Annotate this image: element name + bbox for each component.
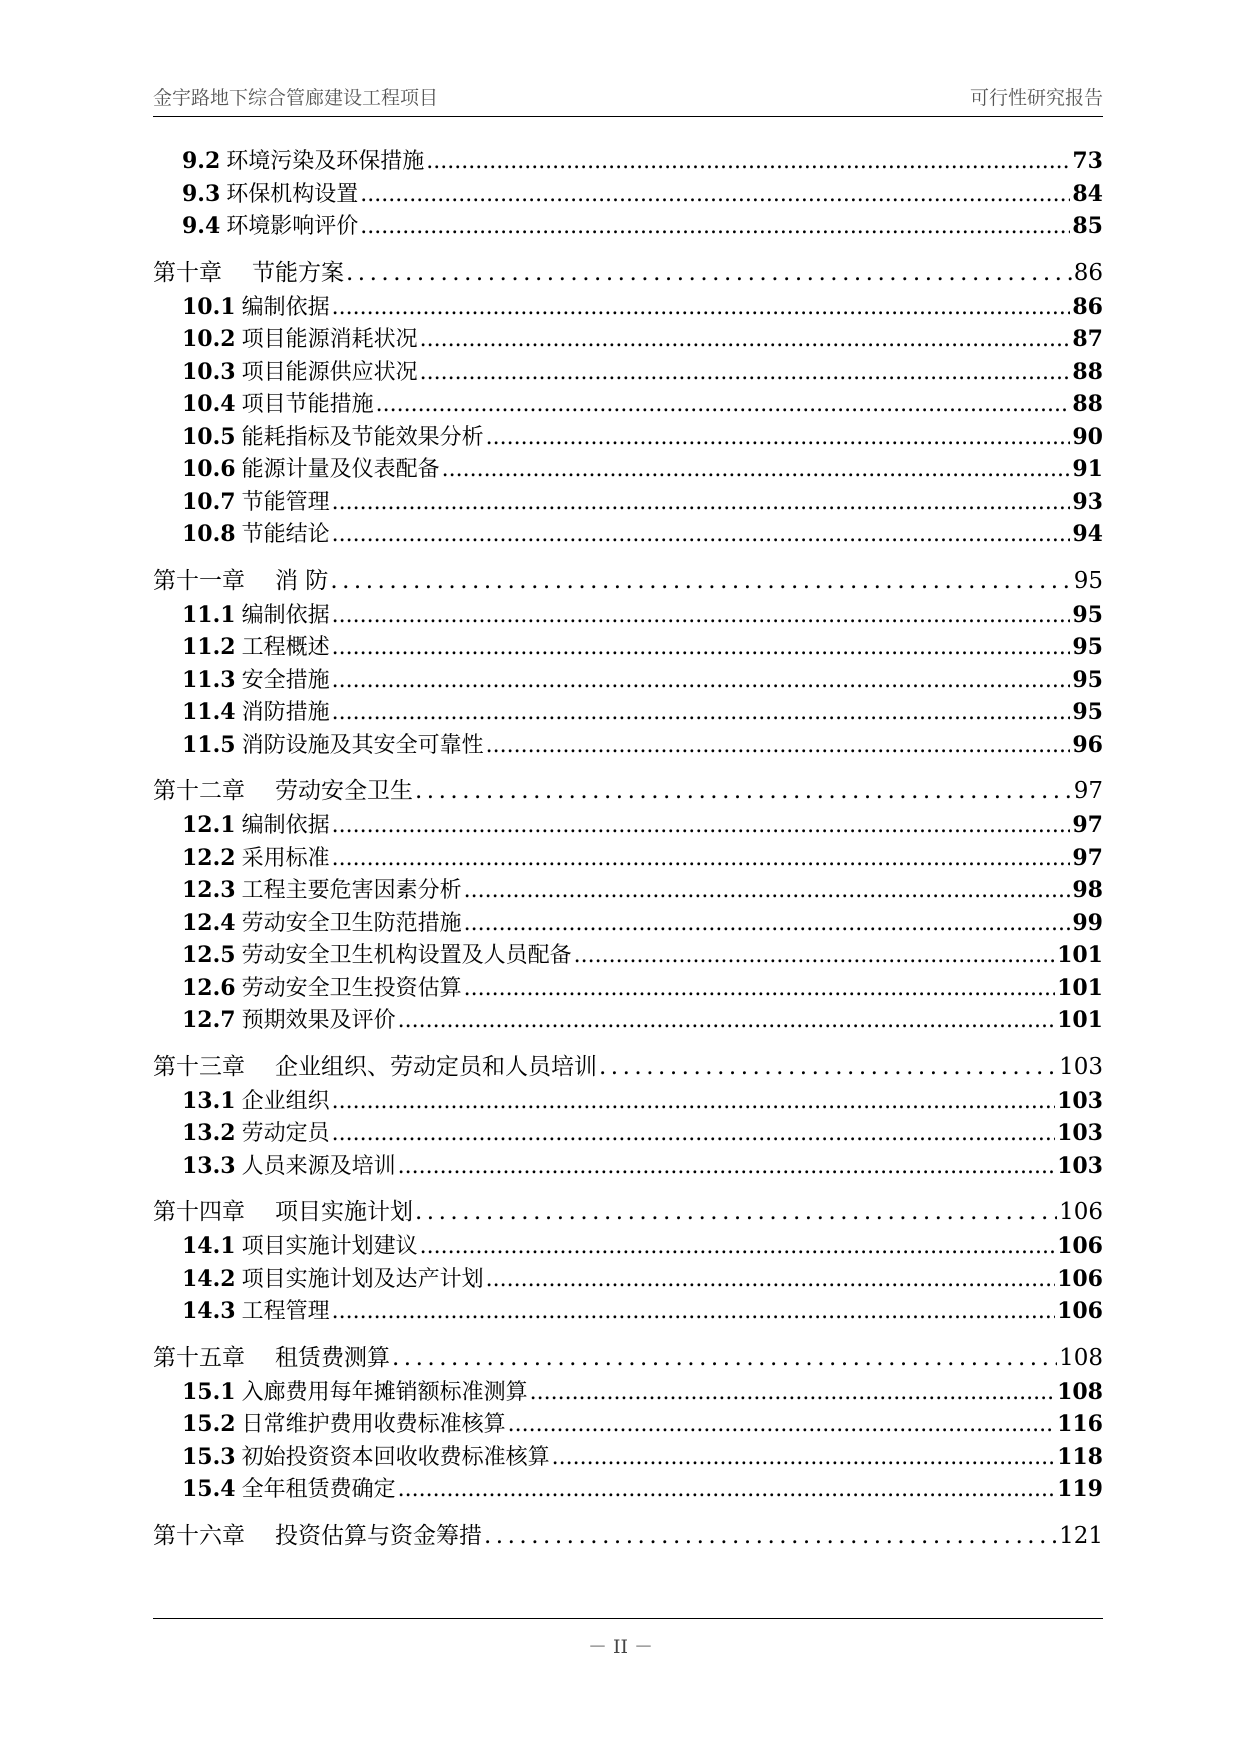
- toc-entry-label: [153, 773, 413, 809]
- toc-entry-page: 108: [1057, 1378, 1103, 1405]
- toc-dot-leader: [392, 1340, 1057, 1376]
- toc-entry-title: 人员来源及培训: [241, 1153, 396, 1179]
- toc-dot-leader: [464, 875, 1071, 908]
- toc-entry-page: 88: [1072, 358, 1103, 385]
- toc-entry-page: 97: [1073, 778, 1103, 804]
- toc-section-entry[interactable]: [153, 291, 1103, 324]
- toc-chapter-entry[interactable]: [153, 1340, 1103, 1376]
- toc-entry-page: 88: [1072, 391, 1103, 417]
- toc-chapter-entry[interactable]: [153, 773, 1103, 809]
- toc-entry-title: 劳动定员: [241, 1121, 330, 1146]
- toc-dot-leader: [332, 632, 1071, 665]
- toc-entry-page: 121: [1059, 1522, 1103, 1549]
- toc-entry-title: 日常维护费用收费标准核算: [241, 1412, 506, 1437]
- toc-dot-leader: [332, 665, 1071, 698]
- toc-section-entry[interactable]: [153, 356, 1103, 389]
- toc-chapter-entry[interactable]: [153, 563, 1103, 599]
- footer-divider: [153, 1618, 1103, 1619]
- toc-dot-leader: [332, 1296, 1055, 1329]
- toc-entry-number: 第十二章: [153, 778, 245, 804]
- page-header: [153, 86, 1103, 117]
- toc-dot-leader: [530, 1377, 1055, 1410]
- toc-dot-leader: [330, 563, 1071, 599]
- toc-section-entry[interactable]: [153, 1408, 1103, 1441]
- toc-entry-number: 12.5: [182, 942, 236, 968]
- toc-entry-label: [182, 1117, 330, 1151]
- toc-entry-title: 项目实施计划: [275, 1199, 413, 1225]
- toc-section-entry[interactable]: [153, 453, 1103, 486]
- toc-entry-title: 全年租赁费确定: [241, 1477, 396, 1502]
- toc-entry-number: 10.6: [182, 456, 236, 482]
- toc-entry-label: [182, 842, 330, 876]
- toc-section-entry[interactable]: [153, 809, 1103, 842]
- toc-entry-page: 95: [1072, 666, 1103, 693]
- toc-entry-label: [182, 1150, 396, 1184]
- toc-dot-leader: [398, 1474, 1055, 1507]
- toc-entry-label: [182, 210, 358, 244]
- toc-entry-page: 95: [1073, 567, 1103, 594]
- toc-chapter-entry[interactable]: [153, 1518, 1103, 1554]
- toc-entry-label: [182, 1004, 396, 1038]
- toc-entry-title: 编制依据: [241, 294, 330, 320]
- toc-section-entry[interactable]: [153, 1117, 1103, 1150]
- toc-entry-page: 101: [1057, 974, 1103, 1001]
- toc-dot-leader: [420, 324, 1071, 357]
- toc-entry-label: [182, 291, 330, 325]
- toc-entry-number: 15.4: [182, 1476, 236, 1502]
- toc-entry-number: 12.6: [182, 974, 236, 1001]
- toc-entry-title: 工程管理: [241, 1299, 330, 1324]
- toc-section-entry[interactable]: [153, 486, 1103, 519]
- footer-page-number: － II －: [587, 1636, 654, 1658]
- toc-entry-title: 消防措施: [241, 700, 330, 725]
- toc-section-entry[interactable]: [153, 907, 1103, 940]
- toc-entry-title: 能耗指标及节能效果分析: [241, 424, 484, 450]
- toc-entry-page: 93: [1072, 488, 1103, 515]
- toc-entry-label: [182, 1295, 330, 1329]
- toc-dot-leader: [442, 454, 1071, 487]
- toc-entry-page: 97: [1072, 812, 1103, 838]
- toc-entry-title: 工程主要危害因素分析: [241, 878, 462, 903]
- toc-entry-page: 106: [1057, 1265, 1103, 1292]
- toc-entry-label: [182, 323, 418, 357]
- toc-section-entry[interactable]: [153, 939, 1103, 972]
- toc-dot-leader: [552, 1442, 1055, 1475]
- toc-section-entry[interactable]: [153, 421, 1103, 454]
- toc-dot-leader: [508, 1409, 1055, 1442]
- toc-dot-leader: [332, 843, 1071, 876]
- toc-entry-title: 劳动安全卫生投资估算: [241, 975, 462, 1001]
- toc-section-entry[interactable]: [153, 1230, 1103, 1263]
- toc-entry-page: 85: [1072, 213, 1103, 239]
- toc-entry-title: 企业组织: [241, 1088, 330, 1114]
- toc-entry-title: 消防设施及其安全可靠性: [241, 732, 484, 758]
- toc-entry-page: 106: [1059, 1199, 1103, 1225]
- toc-entry-page: 103: [1057, 1087, 1103, 1114]
- toc-entry-title: 安全措施: [241, 667, 330, 693]
- toc-entry-page: 103: [1057, 1120, 1103, 1146]
- toc-dot-leader: [574, 940, 1055, 973]
- toc-entry-title: 节能方案: [252, 259, 344, 286]
- toc-entry-page: 87: [1072, 326, 1103, 352]
- toc-entry-number: 14.2: [182, 1265, 236, 1292]
- toc-dot-leader: [415, 1194, 1057, 1230]
- toc-entry-title: 节能管理: [241, 489, 330, 515]
- toc-entry-number: 10.2: [182, 326, 236, 352]
- toc-entry-title: 预期效果及评价: [241, 1008, 396, 1033]
- toc-section-entry[interactable]: [153, 1441, 1103, 1474]
- toc-entry-label: [182, 1263, 484, 1297]
- toc-entry-page: 103: [1059, 1053, 1103, 1080]
- toc-entry-title: 租赁费测算: [275, 1344, 390, 1371]
- toc-entry-title: 能源计量及仪表配备: [241, 457, 440, 482]
- toc-entry-label: [153, 563, 328, 599]
- toc-entry-title: 项目实施计划建议: [241, 1234, 418, 1259]
- toc-entry-number: 15.3: [182, 1443, 236, 1470]
- toc-entry-label: [182, 972, 462, 1006]
- toc-entry-label: [182, 1230, 418, 1264]
- toc-entry-label: [182, 518, 330, 552]
- toc-entry-label: [153, 1194, 413, 1230]
- toc-dot-leader: [398, 1151, 1055, 1184]
- toc-entry-title: 编制依据: [241, 813, 330, 838]
- toc-entry-number: 11.4: [182, 699, 236, 725]
- toc-dot-leader: [332, 697, 1071, 730]
- toc-entry-page: 99: [1072, 909, 1103, 936]
- toc-chapter-entry[interactable]: [153, 1049, 1103, 1085]
- toc-entry-title: 投资估算与资金筹措: [275, 1522, 482, 1549]
- toc-entry-page: 95: [1072, 601, 1103, 628]
- toc-entry-page: 95: [1072, 699, 1103, 725]
- toc-entry-title: 环境污染及环保措施: [226, 149, 425, 174]
- toc-entry-number: 13.1: [182, 1087, 236, 1114]
- toc-entry-number: 第十五章: [153, 1344, 245, 1371]
- toc-entry-number: 第十四章: [153, 1199, 245, 1225]
- toc-entry-title: 劳动安全卫生机构设置及人员配备: [241, 943, 572, 968]
- toc-entry-number: 12.7: [182, 1007, 236, 1033]
- toc-entry-label: [182, 1085, 330, 1119]
- toc-entry-title: 项目能源消耗状况: [241, 327, 418, 352]
- toc-entry-number: 9.4: [182, 213, 221, 239]
- toc-entry-label: [182, 729, 484, 763]
- toc-dot-leader: [426, 146, 1070, 179]
- toc-entry-page: 84: [1072, 180, 1103, 207]
- toc-entry-title: 入廊费用每年摊销额标准测算: [241, 1379, 528, 1405]
- toc-entry-number: 12.3: [182, 877, 236, 903]
- toc-section-entry[interactable]: [153, 1004, 1103, 1037]
- toc-chapter-entry[interactable]: [153, 255, 1103, 291]
- toc-entry-page: 86: [1073, 259, 1103, 286]
- toc-entry-label: [182, 664, 330, 698]
- toc-entry-page: 118: [1057, 1443, 1103, 1470]
- toc-entry-page: 98: [1072, 877, 1103, 903]
- toc-dot-leader: [332, 292, 1071, 325]
- toc-entry-title: 项目节能措施: [241, 392, 374, 417]
- toc-entry-number: 11.3: [182, 666, 236, 693]
- toc-dot-leader: [360, 179, 1070, 212]
- toc-dot-leader: [398, 1005, 1055, 1038]
- toc-chapter-entry[interactable]: [153, 1194, 1103, 1230]
- toc-entry-title: 节能结论: [241, 522, 330, 547]
- toc-section-entry[interactable]: [153, 210, 1103, 243]
- toc-entry-title: 编制依据: [241, 602, 330, 628]
- toc-dot-leader: [332, 1086, 1055, 1119]
- toc-section-entry[interactable]: [153, 972, 1103, 1005]
- toc-section-entry[interactable]: [153, 1085, 1103, 1118]
- toc-entry-number: 10.1: [182, 293, 236, 320]
- toc-entry-title: 消 防: [275, 567, 329, 594]
- toc-dot-leader: [486, 1264, 1055, 1297]
- toc-entry-number: 11.5: [182, 731, 236, 758]
- toc-section-entry[interactable]: [153, 388, 1103, 421]
- toc-section-entry[interactable]: [153, 1295, 1103, 1328]
- toc-entry-number: 9.2: [182, 148, 221, 174]
- toc-entry-number: 10.7: [182, 488, 236, 515]
- toc-section-entry[interactable]: [153, 145, 1103, 178]
- toc-entry-title: 劳动安全卫生: [275, 778, 413, 804]
- toc-dot-leader: [332, 810, 1071, 843]
- toc-entry-page: 95: [1072, 634, 1103, 660]
- toc-dot-leader: [332, 1118, 1055, 1151]
- toc-entry-title: 环境影响评价: [226, 214, 359, 239]
- toc-entry-page: 106: [1057, 1298, 1103, 1324]
- toc-dot-leader: [332, 519, 1071, 552]
- toc-section-entry[interactable]: [153, 631, 1103, 664]
- toc-dot-leader: [484, 1518, 1057, 1554]
- toc-entry-number: 13.2: [182, 1120, 236, 1146]
- toc-entry-number: 10.8: [182, 521, 236, 547]
- toc-section-entry[interactable]: [153, 664, 1103, 697]
- toc-entry-number: 14.3: [182, 1298, 236, 1324]
- header-project-title: 金宇路地下综合管廊建设工程项目: [153, 87, 439, 109]
- toc-entry-label: [182, 1441, 550, 1475]
- toc-dot-leader: [486, 730, 1071, 763]
- toc-section-entry[interactable]: [153, 1376, 1103, 1409]
- toc-entry-label: [182, 939, 572, 973]
- toc-dot-leader: [332, 487, 1071, 520]
- toc-entry-label: [182, 631, 330, 665]
- toc-entry-page: 116: [1057, 1411, 1103, 1437]
- toc-entry-label: [182, 1473, 396, 1507]
- toc-entry-number: 9.3: [182, 180, 221, 207]
- toc-dot-leader: [420, 1231, 1055, 1264]
- toc-entry-label: [182, 907, 462, 941]
- toc-entry-title: 采用标准: [241, 845, 330, 871]
- toc-entry-title: 初始投资资本回收收费标准核算: [241, 1444, 550, 1470]
- toc-entry-page: 97: [1072, 844, 1103, 871]
- toc-entry-number: 15.1: [182, 1378, 236, 1405]
- toc-section-entry[interactable]: [153, 729, 1103, 762]
- toc-entry-number: 10.4: [182, 391, 236, 417]
- toc-entry-number: 第十三章: [153, 1053, 245, 1080]
- toc-entry-page: 96: [1072, 731, 1103, 758]
- toc-section-entry[interactable]: [153, 874, 1103, 907]
- toc-entry-number: 12.4: [182, 909, 236, 936]
- toc-entry-label: [182, 453, 440, 487]
- toc-section-entry[interactable]: [153, 842, 1103, 875]
- toc-entry-label: [182, 486, 330, 520]
- toc-entry-number: 12.1: [182, 812, 236, 838]
- toc-section-entry[interactable]: [153, 599, 1103, 632]
- toc-entry-label: [182, 178, 358, 212]
- toc-entry-label: [182, 874, 462, 908]
- toc-entry-page: 73: [1072, 148, 1103, 174]
- toc-entry-label: [182, 145, 424, 179]
- toc-entry-number: 11.2: [182, 634, 236, 660]
- toc-entry-title: 环保机构设置: [226, 181, 359, 207]
- toc-entry-page: 101: [1057, 942, 1103, 968]
- toc-entry-number: 第十章: [153, 259, 222, 286]
- toc-entry-number: 15.2: [182, 1411, 236, 1437]
- toc-entry-number: 10.5: [182, 423, 236, 450]
- toc-entry-page: 101: [1057, 1007, 1103, 1033]
- table-of-contents: [153, 145, 1103, 1554]
- toc-section-entry[interactable]: [153, 1473, 1103, 1506]
- toc-entry-page: 106: [1057, 1233, 1103, 1259]
- toc-dot-leader: [420, 357, 1071, 390]
- toc-entry-label: [182, 1376, 528, 1410]
- toc-dot-leader: [346, 255, 1072, 291]
- toc-entry-title: 项目实施计划及达产计划: [241, 1266, 484, 1292]
- toc-entry-page: 103: [1057, 1152, 1103, 1179]
- toc-entry-label: [153, 1518, 482, 1554]
- toc-entry-page: 108: [1059, 1344, 1103, 1371]
- toc-entry-page: 119: [1057, 1476, 1103, 1502]
- toc-section-entry[interactable]: [153, 696, 1103, 729]
- toc-dot-leader: [376, 389, 1071, 422]
- toc-section-entry[interactable]: [153, 178, 1103, 211]
- toc-entry-label: [182, 1408, 506, 1442]
- toc-entry-page: 86: [1072, 293, 1103, 320]
- toc-entry-number: 12.2: [182, 844, 236, 871]
- toc-entry-label: [182, 809, 330, 843]
- toc-entry-label: [153, 255, 344, 291]
- toc-entry-label: [182, 421, 484, 455]
- toc-dot-leader: [332, 600, 1071, 633]
- toc-entry-label: [153, 1340, 390, 1376]
- toc-entry-title: 企业组织、劳动定员和人员培训: [275, 1053, 597, 1080]
- toc-entry-number: 第十六章: [153, 1522, 245, 1549]
- toc-section-entry[interactable]: [153, 1150, 1103, 1183]
- toc-dot-leader: [360, 211, 1070, 244]
- toc-entry-label: [182, 356, 418, 390]
- toc-entry-page: 91: [1072, 456, 1103, 482]
- toc-entry-page: 90: [1072, 423, 1103, 450]
- toc-entry-title: 项目能源供应状况: [241, 359, 418, 385]
- toc-entry-number: 11.1: [182, 601, 236, 628]
- toc-entry-label: [182, 696, 330, 730]
- toc-dot-leader: [486, 422, 1071, 455]
- toc-dot-leader: [599, 1049, 1057, 1085]
- toc-dot-leader: [464, 908, 1071, 941]
- toc-entry-label: [182, 388, 374, 422]
- toc-entry-title: 工程概述: [241, 635, 330, 660]
- toc-entry-label: [153, 1049, 597, 1085]
- toc-section-entry[interactable]: [153, 323, 1103, 356]
- toc-section-entry[interactable]: [153, 518, 1103, 551]
- toc-entry-number: 第十一章: [153, 567, 245, 594]
- toc-entry-number: 14.1: [182, 1233, 236, 1259]
- toc-entry-number: 10.3: [182, 358, 236, 385]
- toc-entry-page: 94: [1072, 521, 1103, 547]
- toc-dot-leader: [415, 773, 1072, 809]
- header-report-type: 可行性研究报告: [969, 87, 1103, 109]
- toc-section-entry[interactable]: [153, 1263, 1103, 1296]
- toc-entry-title: 劳动安全卫生防范措施: [241, 910, 462, 936]
- toc-entry-label: [182, 599, 330, 633]
- toc-dot-leader: [464, 973, 1055, 1006]
- toc-entry-number: 13.3: [182, 1152, 236, 1179]
